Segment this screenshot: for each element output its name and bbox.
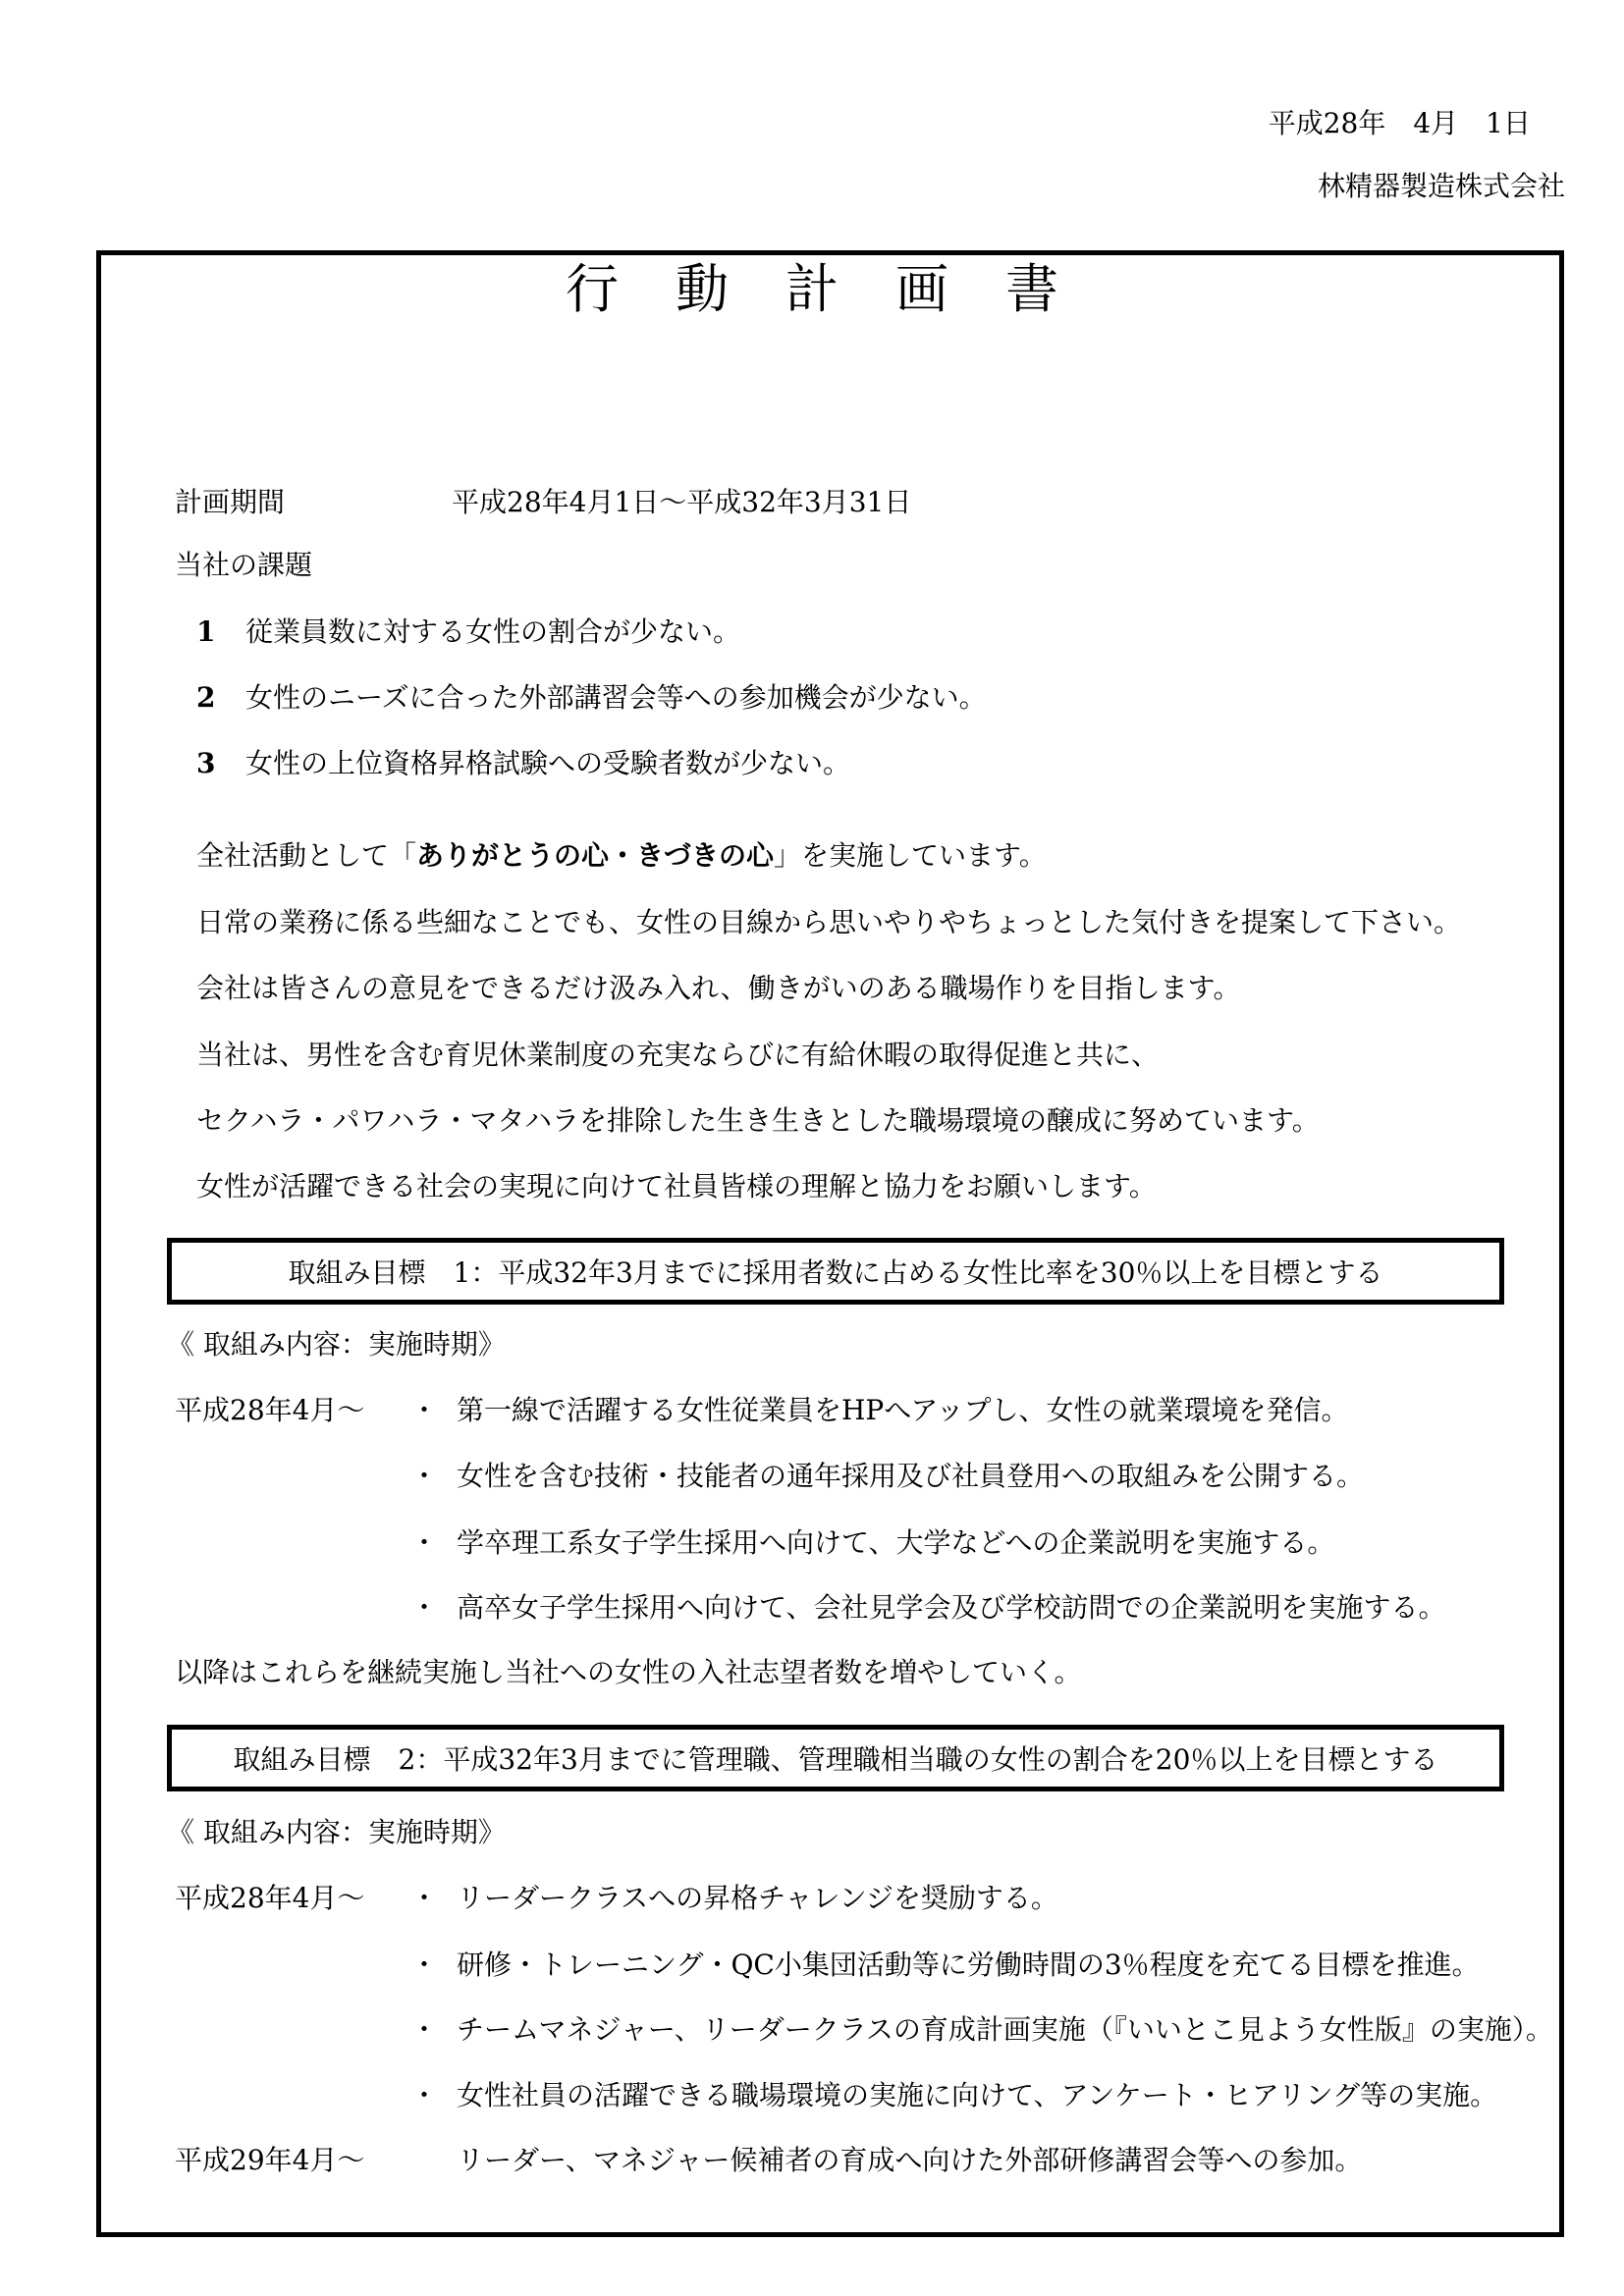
- goal-1-subheading: 《 取組み内容：実施時期》: [167, 1328, 506, 1361]
- goal-1-box: [167, 1238, 1504, 1305]
- bullet: ・: [410, 1882, 439, 1914]
- goal-1-title: 取組み目標 1：平成32年3月までに採用者数に占める女性比率を30％以上を目標とする: [288, 1256, 1383, 1289]
- message-line: 女性が活躍できる社会の実現に向けて社員皆様の理解と協力をお願いします。: [196, 1170, 1157, 1202]
- bullet: ・: [410, 1526, 439, 1559]
- issues-heading: 当社の課題: [175, 549, 313, 581]
- issue-text: 従業員数に対する女性の割合が少ない。: [245, 615, 741, 648]
- document-date: 平成28年 4月 1日: [1268, 107, 1531, 139]
- message-line: 当社は、男性を含む育児休業制度の充実ならびに有給休暇の取得促進と共に、: [196, 1039, 1160, 1071]
- goal-1-action: 高卒女子学生採用へ向けて、会社見学会及び学校訪問での企業説明を実施する。: [457, 1591, 1446, 1624]
- goal-2-box: [167, 1725, 1504, 1791]
- issue-text: 女性の上位資格昇格試験への受験者数が少ない。: [245, 747, 851, 779]
- message-line: 会社は皆さんの意見をできるだけ汲み入れ、働きがいのある職場作りを目指します。: [196, 972, 1241, 1004]
- document-title: 行動計画書: [566, 258, 1115, 320]
- goal-1-closing: 以降はこれらを継続実施し当社への女性の入社志望者数を増やしていく。: [175, 1656, 1082, 1688]
- goal-2-subheading: 《 取組み内容：実施時期》: [167, 1816, 506, 1848]
- goal-1-action: 女性を含む技術・技能者の通年採用及び社員登用への取組みを公開する。: [457, 1460, 1365, 1492]
- issue-number: 3: [196, 747, 216, 779]
- goal-1-period: 平成28年4月～: [175, 1394, 365, 1426]
- goal-1-action: 第一線で活躍する女性従業員をHPへアップし、女性の就業環境を発信。: [457, 1394, 1349, 1426]
- goal-2-title: 取組み目標 2：平成32年3月までに管理職、管理職相当職の女性の割合を20％以上を目標とする: [233, 1743, 1438, 1776]
- goal-2-period: 平成28年4月～: [175, 1882, 365, 1914]
- message-suffix: 」を実施しています。: [774, 839, 1047, 872]
- plan-period-value: 平成28年4月1日～平成32年3月31日: [452, 486, 912, 518]
- message-line: 日常の業務に係る些細なことでも、女性の目線から思いやりやちょっとした気付きを提案して下さい。: [196, 906, 1462, 938]
- bullet: ・: [410, 1591, 439, 1624]
- bullet: ・: [410, 2013, 439, 2046]
- bullet: ・: [410, 1394, 439, 1426]
- goal-1-action: 学卒理工系女子学生採用へ向けて、大学などへの企業説明を実施する。: [457, 1526, 1335, 1559]
- goal-2-period-2: 平成29年4月～: [175, 2144, 365, 2176]
- issue-number: 1: [196, 615, 216, 648]
- goal-2-period-2-action: リーダー、マネジャー候補者の育成へ向けた外部研修講習会等への参加。: [457, 2144, 1363, 2176]
- goal-2-action: 女性社員の活躍できる職場環境の実施に向けて、アンケート・ヒアリング等の実施。: [457, 2079, 1498, 2111]
- goal-2-action: チームマネジャー、リーダークラスの育成計画実施（『いいとこ見よう女性版』の実施）。: [457, 2013, 1553, 2046]
- message-line: [196, 839, 1047, 872]
- message-line: セクハラ・パワハラ・マタハラを排除した生き生きとした職場環境の醸成に努めています。: [196, 1104, 1320, 1137]
- message-slogan: ありがとうの心・きづきの心: [416, 839, 775, 872]
- company-name: 林精器製造株式会社: [1317, 170, 1565, 202]
- issue-number: 2: [196, 681, 216, 714]
- goal-2-action: リーダークラスへの昇格チャレンジを奨励する。: [457, 1882, 1058, 1914]
- bullet: ・: [410, 2079, 439, 2111]
- goal-2-action: 研修・トレーニング・QC小集団活動等に労働時間の3％程度を充てる目標を推進。: [457, 1949, 1480, 1981]
- issue-text: 女性のニーズに合った外部講習会等への参加機会が少ない。: [245, 681, 987, 714]
- bullet: ・: [410, 1460, 439, 1492]
- message-prefix: 全社活動として「: [196, 839, 417, 872]
- bullet: ・: [410, 1949, 439, 1981]
- plan-period-label: 計画期間: [175, 486, 286, 518]
